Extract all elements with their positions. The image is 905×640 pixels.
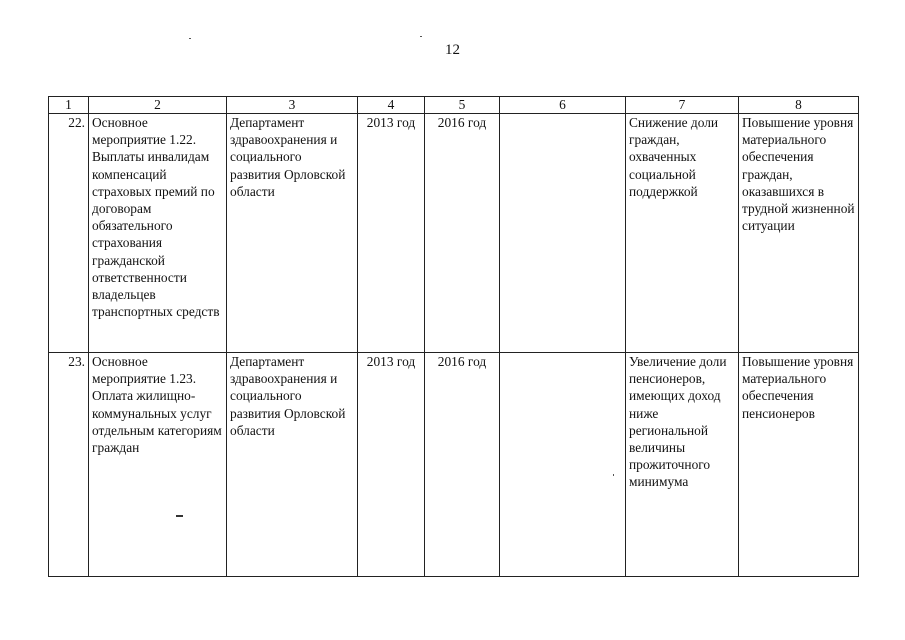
header-col-3: 3 — [227, 97, 358, 114]
activities-table — [48, 96, 859, 577]
header-col-4: 4 — [358, 97, 425, 114]
scan-speck — [176, 515, 183, 517]
table-row — [49, 353, 859, 577]
scan-speck — [613, 474, 614, 476]
col6-cell — [500, 114, 626, 353]
row-number: 23. — [49, 353, 89, 577]
col6-cell — [500, 353, 626, 577]
scan-speck — [189, 38, 191, 39]
consequence-cell: Повышение уровня материального обеспечения граждан, оказавшихся в трудной жизненной ситуации — [739, 114, 859, 353]
page-number: 12 — [445, 42, 460, 58]
end-year-cell: 2016 год — [425, 114, 500, 353]
header-col-5: 5 — [425, 97, 500, 114]
header-row — [49, 97, 859, 114]
activity-cell: Основное мероприятие 1.22. Выплаты инвалидам компенсаций страховых премий по договорам обязательного страхования гражданской ответственности владельцев транспортных средств — [89, 114, 227, 353]
scan-speck — [420, 36, 422, 37]
end-year-cell: 2016 год — [425, 353, 500, 577]
header-col-6: 6 — [500, 97, 626, 114]
executor-cell: Департамент здравоохранения и социального развития Орловской области — [227, 114, 358, 353]
row-number: 22. — [49, 114, 89, 353]
consequence-cell: Повышение уровня материального обеспечения пенсионеров — [739, 353, 859, 577]
executor-cell: Департамент здравоохранения и социального развития Орловской области — [227, 353, 358, 577]
header-col-2: 2 — [89, 97, 227, 114]
result-cell: Снижение доли граждан, охваченных социальной поддержкой — [626, 114, 739, 353]
start-year-cell: 2013 год — [358, 114, 425, 353]
start-year-cell: 2013 год — [358, 353, 425, 577]
result-cell: Увеличение доли пенсионеров, имеющих доход ниже региональной величины прожиточного минимума — [626, 353, 739, 577]
header-col-7: 7 — [626, 97, 739, 114]
header-col-8: 8 — [739, 97, 859, 114]
header-col-1: 1 — [49, 97, 89, 114]
activity-cell: Основное мероприятие 1.23. Оплата жилищно-коммунальных услуг отдельным категориям граждан — [89, 353, 227, 577]
table-row — [49, 114, 859, 353]
